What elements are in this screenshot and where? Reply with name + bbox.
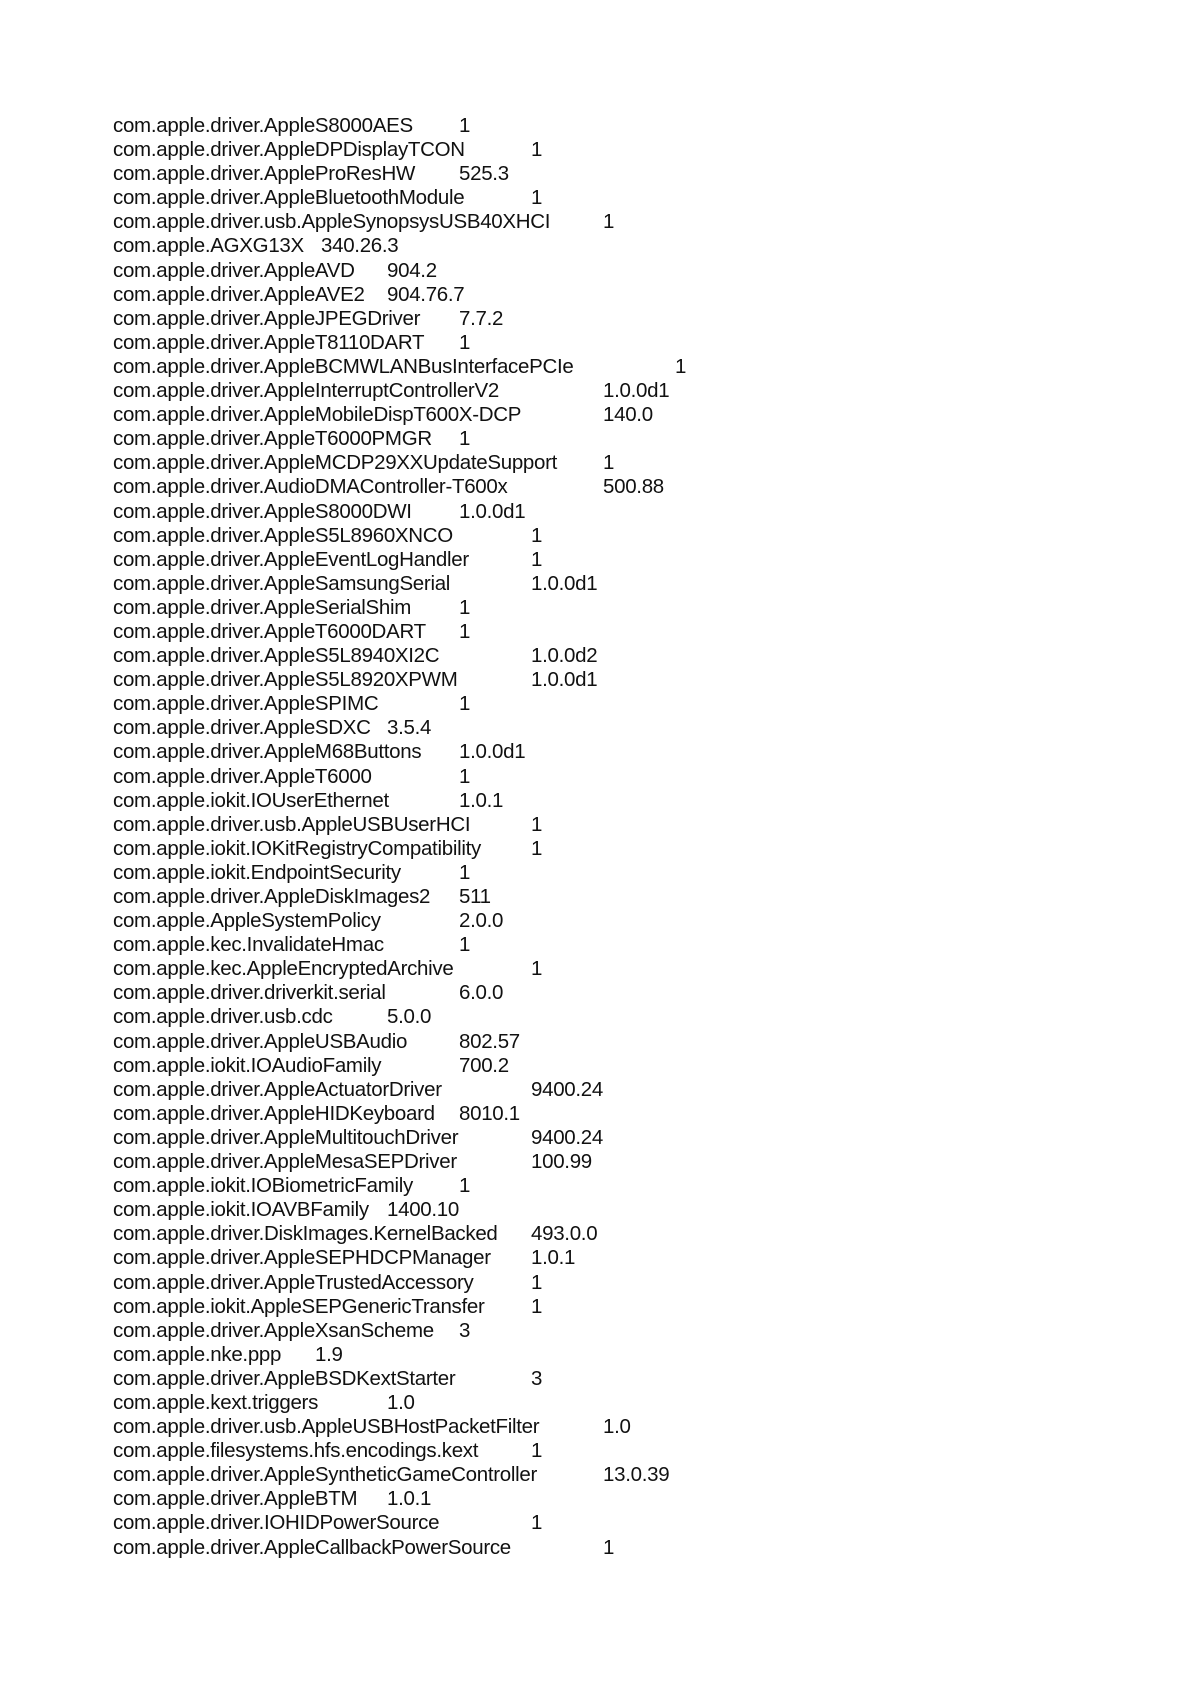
kext-bundle-id: com.apple.driver.AppleInterruptControllerV2: [113, 379, 499, 403]
kext-row: [113, 1343, 686, 1367]
kext-row: [113, 885, 686, 909]
kext-row: [113, 475, 686, 499]
kext-version: 1: [531, 547, 543, 571]
kext-bundle-id: com.apple.iokit.IOBiometricFamily: [113, 1174, 413, 1198]
kext-version: 525.3: [459, 162, 509, 186]
kext-version: 1: [531, 1270, 543, 1294]
kext-version: 1: [531, 836, 543, 860]
kext-row: [113, 403, 686, 427]
kext-row: [113, 1295, 686, 1319]
kext-bundle-id: com.apple.driver.AppleUSBAudio: [113, 1029, 408, 1053]
kext-version: 1: [675, 354, 687, 378]
kext-version: 1: [531, 1439, 543, 1463]
kext-row: [113, 1536, 686, 1560]
kext-bundle-id: com.apple.driver.AppleMultitouchDriver: [113, 1125, 459, 1149]
kext-bundle-id: com.apple.driver.AppleS8000DWI: [113, 499, 412, 523]
kext-bundle-id: com.apple.driver.AppleSamsungSerial: [113, 571, 451, 595]
kext-bundle-id: com.apple.driver.driverkit.serial: [113, 981, 386, 1005]
kext-bundle-id: com.apple.driver.IOHIDPowerSource: [113, 1511, 440, 1535]
kext-row: [113, 813, 686, 837]
kext-row: [113, 1415, 686, 1439]
kext-row: [113, 1511, 686, 1535]
kext-version: 1.0.1: [387, 1487, 432, 1511]
kext-bundle-id: com.apple.driver.AppleAVD: [113, 258, 355, 282]
kext-row: [113, 186, 686, 210]
kext-bundle-id: com.apple.driver.AppleS8000AES: [113, 114, 413, 137]
kext-version: 1.0: [603, 1415, 631, 1439]
kext-row: [113, 1487, 686, 1511]
kext-row: [113, 1367, 686, 1391]
kext-version: 802.57: [459, 1029, 520, 1053]
kext-bundle-id: com.apple.driver.usb.AppleSynopsysUSB40XHCI: [113, 210, 551, 234]
kext-version: 1.9: [315, 1342, 343, 1366]
kext-version: 1.0.0d1: [459, 499, 526, 523]
kext-bundle-id: com.apple.driver.AppleTrustedAccessory: [113, 1270, 474, 1294]
kext-version: 904.2: [387, 258, 437, 282]
kext-version: 1: [603, 451, 615, 475]
kext-row: [113, 981, 686, 1005]
kext-version: 1: [531, 957, 543, 981]
kext-version: 1: [603, 1535, 615, 1559]
kext-bundle-id: com.apple.driver.AppleBSDKextStarter: [113, 1366, 456, 1390]
kext-version: 13.0.39: [603, 1463, 670, 1487]
kext-bundle-id: com.apple.driver.AppleSyntheticGameController: [113, 1463, 538, 1487]
kext-row: [113, 716, 686, 740]
kext-row: [113, 644, 686, 668]
kext-bundle-id: com.apple.driver.AudioDMAController-T600x: [113, 475, 508, 499]
kext-bundle-id: com.apple.driver.AppleDiskImages2: [113, 885, 431, 908]
kext-row: [113, 620, 686, 644]
kext-version: 100.99: [531, 1150, 592, 1174]
kext-row: [113, 1319, 686, 1343]
kext-bundle-id: com.apple.driver.AppleXsanScheme: [113, 1318, 434, 1342]
kext-version: 140.0: [603, 403, 653, 427]
kext-bundle-id: com.apple.driver.AppleSDXC: [113, 716, 371, 740]
kext-version: 2.0.0: [459, 909, 504, 933]
kext-row: [113, 307, 686, 331]
kext-version: 1: [459, 692, 471, 716]
kext-bundle-id: com.apple.driver.AppleSPIMC: [113, 692, 379, 716]
kext-row: [113, 1222, 686, 1246]
kext-version: 1: [459, 1174, 471, 1198]
kext-row: [113, 1102, 686, 1126]
kext-version: 1: [459, 427, 471, 451]
kext-bundle-id: com.apple.iokit.IOAVBFamily: [113, 1198, 369, 1222]
kext-row: [113, 596, 686, 620]
kext-row: [113, 837, 686, 861]
kext-row: [113, 259, 686, 283]
kext-bundle-id: com.apple.iokit.IOUserEthernet: [113, 788, 389, 812]
kext-bundle-id: com.apple.AGXG13X: [113, 234, 304, 258]
kext-row: [113, 210, 686, 234]
kext-row: [113, 379, 686, 403]
kext-row: [113, 909, 686, 933]
kext-version: 1.0.0d1: [459, 740, 526, 764]
kext-row: [113, 957, 686, 981]
kext-version: 7.7.2: [459, 306, 504, 330]
kext-bundle-id: com.apple.driver.AppleM68Buttons: [113, 740, 422, 764]
kext-bundle-id: com.apple.driver.AppleT6000: [113, 764, 372, 788]
kext-bundle-id: com.apple.driver.usb.cdc: [113, 1005, 333, 1029]
kext-version: 3: [531, 1366, 543, 1390]
kext-row: [113, 234, 686, 258]
kext-version: 1: [531, 1511, 543, 1535]
kext-bundle-id: com.apple.driver.AppleBluetoothModule: [113, 186, 465, 210]
kext-bundle-id: com.apple.driver.AppleAVE2: [113, 282, 365, 306]
kext-row: [113, 1054, 686, 1078]
kext-row: [113, 500, 686, 524]
kext-bundle-id: com.apple.driver.AppleS5L8960XNCO: [113, 523, 453, 547]
kext-row: [113, 427, 686, 451]
kext-row: [113, 1463, 686, 1487]
kext-bundle-id: com.apple.driver.AppleS5L8940XI2C: [113, 644, 440, 668]
kext-version: 1: [459, 595, 471, 619]
kext-bundle-id: com.apple.driver.AppleT8110DART: [113, 330, 425, 354]
kext-version: 9400.24: [531, 1125, 604, 1149]
kext-row: [113, 1271, 686, 1295]
kext-bundle-id: com.apple.driver.AppleMCDP29XXUpdateSupport: [113, 451, 558, 475]
kext-version: 3.5.4: [387, 716, 432, 740]
kext-version: 1.0.1: [531, 1246, 576, 1270]
kext-bundle-id: com.apple.driver.AppleCallbackPowerSource: [113, 1535, 511, 1559]
kext-row: [113, 1078, 686, 1102]
kext-bundle-id: com.apple.driver.AppleSEPHDCPManager: [113, 1246, 491, 1270]
kext-version: 1: [531, 1294, 543, 1318]
kext-row: [113, 1150, 686, 1174]
kext-version: 1.0.0d1: [531, 668, 598, 692]
kext-bundle-id: com.apple.driver.AppleEventLogHandler: [113, 547, 469, 571]
kext-bundle-id: com.apple.driver.AppleHIDKeyboard: [113, 1101, 435, 1125]
kext-row: [113, 789, 686, 813]
kext-version: 6.0.0: [459, 981, 504, 1005]
kext-row: [113, 1126, 686, 1150]
kext-row: [113, 1030, 686, 1054]
kext-bundle-id: com.apple.driver.AppleS5L8920XPWM: [113, 668, 458, 692]
kext-bundle-id: com.apple.driver.AppleBTM: [113, 1487, 358, 1511]
kext-bundle-id: com.apple.driver.usb.AppleUSBUserHCI: [113, 812, 471, 836]
kext-bundle-id: com.apple.driver.AppleT6000PMGR: [113, 427, 432, 451]
kext-row: [113, 1246, 686, 1270]
kext-version: 1.0.0d1: [531, 571, 598, 595]
kext-row: [113, 162, 686, 186]
kext-version: 1400.10: [387, 1198, 460, 1222]
kext-version: 1.0.0d1: [603, 379, 670, 403]
kext-row: [113, 355, 686, 379]
kext-bundle-id: com.apple.driver.AppleMesaSEPDriver: [113, 1150, 457, 1174]
kext-bundle-id: com.apple.iokit.IOKitRegistryCompatibility: [113, 836, 481, 860]
kext-bundle-id: com.apple.driver.DiskImages.KernelBacked: [113, 1222, 498, 1246]
kext-version: 1: [531, 523, 543, 547]
kext-row: [113, 933, 686, 957]
kext-bundle-id: com.apple.driver.AppleActuatorDriver: [113, 1077, 442, 1101]
kext-version: 5.0.0: [387, 1005, 432, 1029]
kext-row: [113, 668, 686, 692]
kext-version: 1: [459, 114, 471, 137]
kext-bundle-id: com.apple.driver.AppleT6000DART: [113, 619, 426, 643]
kext-row: [113, 1174, 686, 1198]
kext-version: 1: [603, 210, 615, 234]
kext-bundle-id: com.apple.nke.ppp: [113, 1342, 282, 1366]
kext-version: 700.2: [459, 1053, 509, 1077]
kext-bundle-id: com.apple.filesystems.hfs.encodings.kext: [113, 1439, 479, 1463]
kext-version: 340.26.3: [321, 234, 399, 258]
kext-bundle-id: com.apple.driver.AppleJPEGDriver: [113, 306, 421, 330]
kext-bundle-id: com.apple.kec.InvalidateHmac: [113, 933, 384, 957]
kext-row: [113, 861, 686, 885]
kext-row: [113, 451, 686, 475]
kext-bundle-id: com.apple.kext.triggers: [113, 1390, 319, 1414]
kext-bundle-id: com.apple.iokit.IOAudioFamily: [113, 1053, 382, 1077]
kext-version: 3: [459, 1318, 471, 1342]
kext-version: 500.88: [603, 475, 664, 499]
kext-bundle-id: com.apple.driver.AppleMobileDispT600X-DCP: [113, 403, 522, 427]
kext-version: 1: [459, 933, 471, 957]
kext-bundle-id: com.apple.driver.AppleBCMWLANBusInterfacePCIe: [113, 354, 574, 378]
kext-row: [113, 572, 686, 596]
kext-bundle-id: com.apple.driver.AppleProResHW: [113, 162, 416, 186]
kext-row: [113, 765, 686, 789]
kext-version: 1: [459, 330, 471, 354]
kext-version: 1: [459, 860, 471, 884]
kext-version: 1.0.0d2: [531, 644, 598, 668]
kext-bundle-id: com.apple.driver.usb.AppleUSBHostPacketFilter: [113, 1415, 540, 1439]
kext-version: 904.76.7: [387, 282, 465, 306]
kext-version: 1.0.1: [459, 788, 504, 812]
kext-version: 1: [531, 812, 543, 836]
kext-row: [113, 138, 686, 162]
kext-row: [113, 1391, 686, 1415]
kext-version: 8010.1: [459, 1101, 520, 1125]
kext-bundle-id: com.apple.iokit.AppleSEPGenericTransfer: [113, 1294, 485, 1318]
kext-bundle-id: com.apple.driver.AppleSerialShim: [113, 595, 412, 619]
kext-version: 1: [459, 764, 471, 788]
kext-row: [113, 692, 686, 716]
kext-version: 511: [459, 885, 491, 908]
kext-row: [113, 1198, 686, 1222]
kext-row: [113, 524, 686, 548]
kext-version: 9400.24: [531, 1077, 604, 1101]
kext-bundle-id: com.apple.kec.AppleEncryptedArchive: [113, 957, 454, 981]
kext-row: [113, 283, 686, 307]
kext-bundle-id: com.apple.AppleSystemPolicy: [113, 909, 381, 933]
kext-row: [113, 1439, 686, 1463]
kext-row: [113, 1005, 686, 1029]
kext-row: [113, 331, 686, 355]
kext-row: [113, 114, 686, 138]
kext-row: [113, 548, 686, 572]
kext-version: 1: [531, 186, 543, 210]
kext-bundle-id: com.apple.iokit.EndpointSecurity: [113, 860, 401, 884]
kext-version: 1.0: [387, 1390, 415, 1414]
kext-bundle-id: com.apple.driver.AppleDPDisplayTCON: [113, 138, 465, 162]
kext-version: 493.0.0: [531, 1222, 598, 1246]
kext-list: [113, 114, 686, 1560]
kext-row: [113, 740, 686, 764]
kext-version: 1: [459, 619, 471, 643]
kext-version: 1: [531, 138, 543, 162]
